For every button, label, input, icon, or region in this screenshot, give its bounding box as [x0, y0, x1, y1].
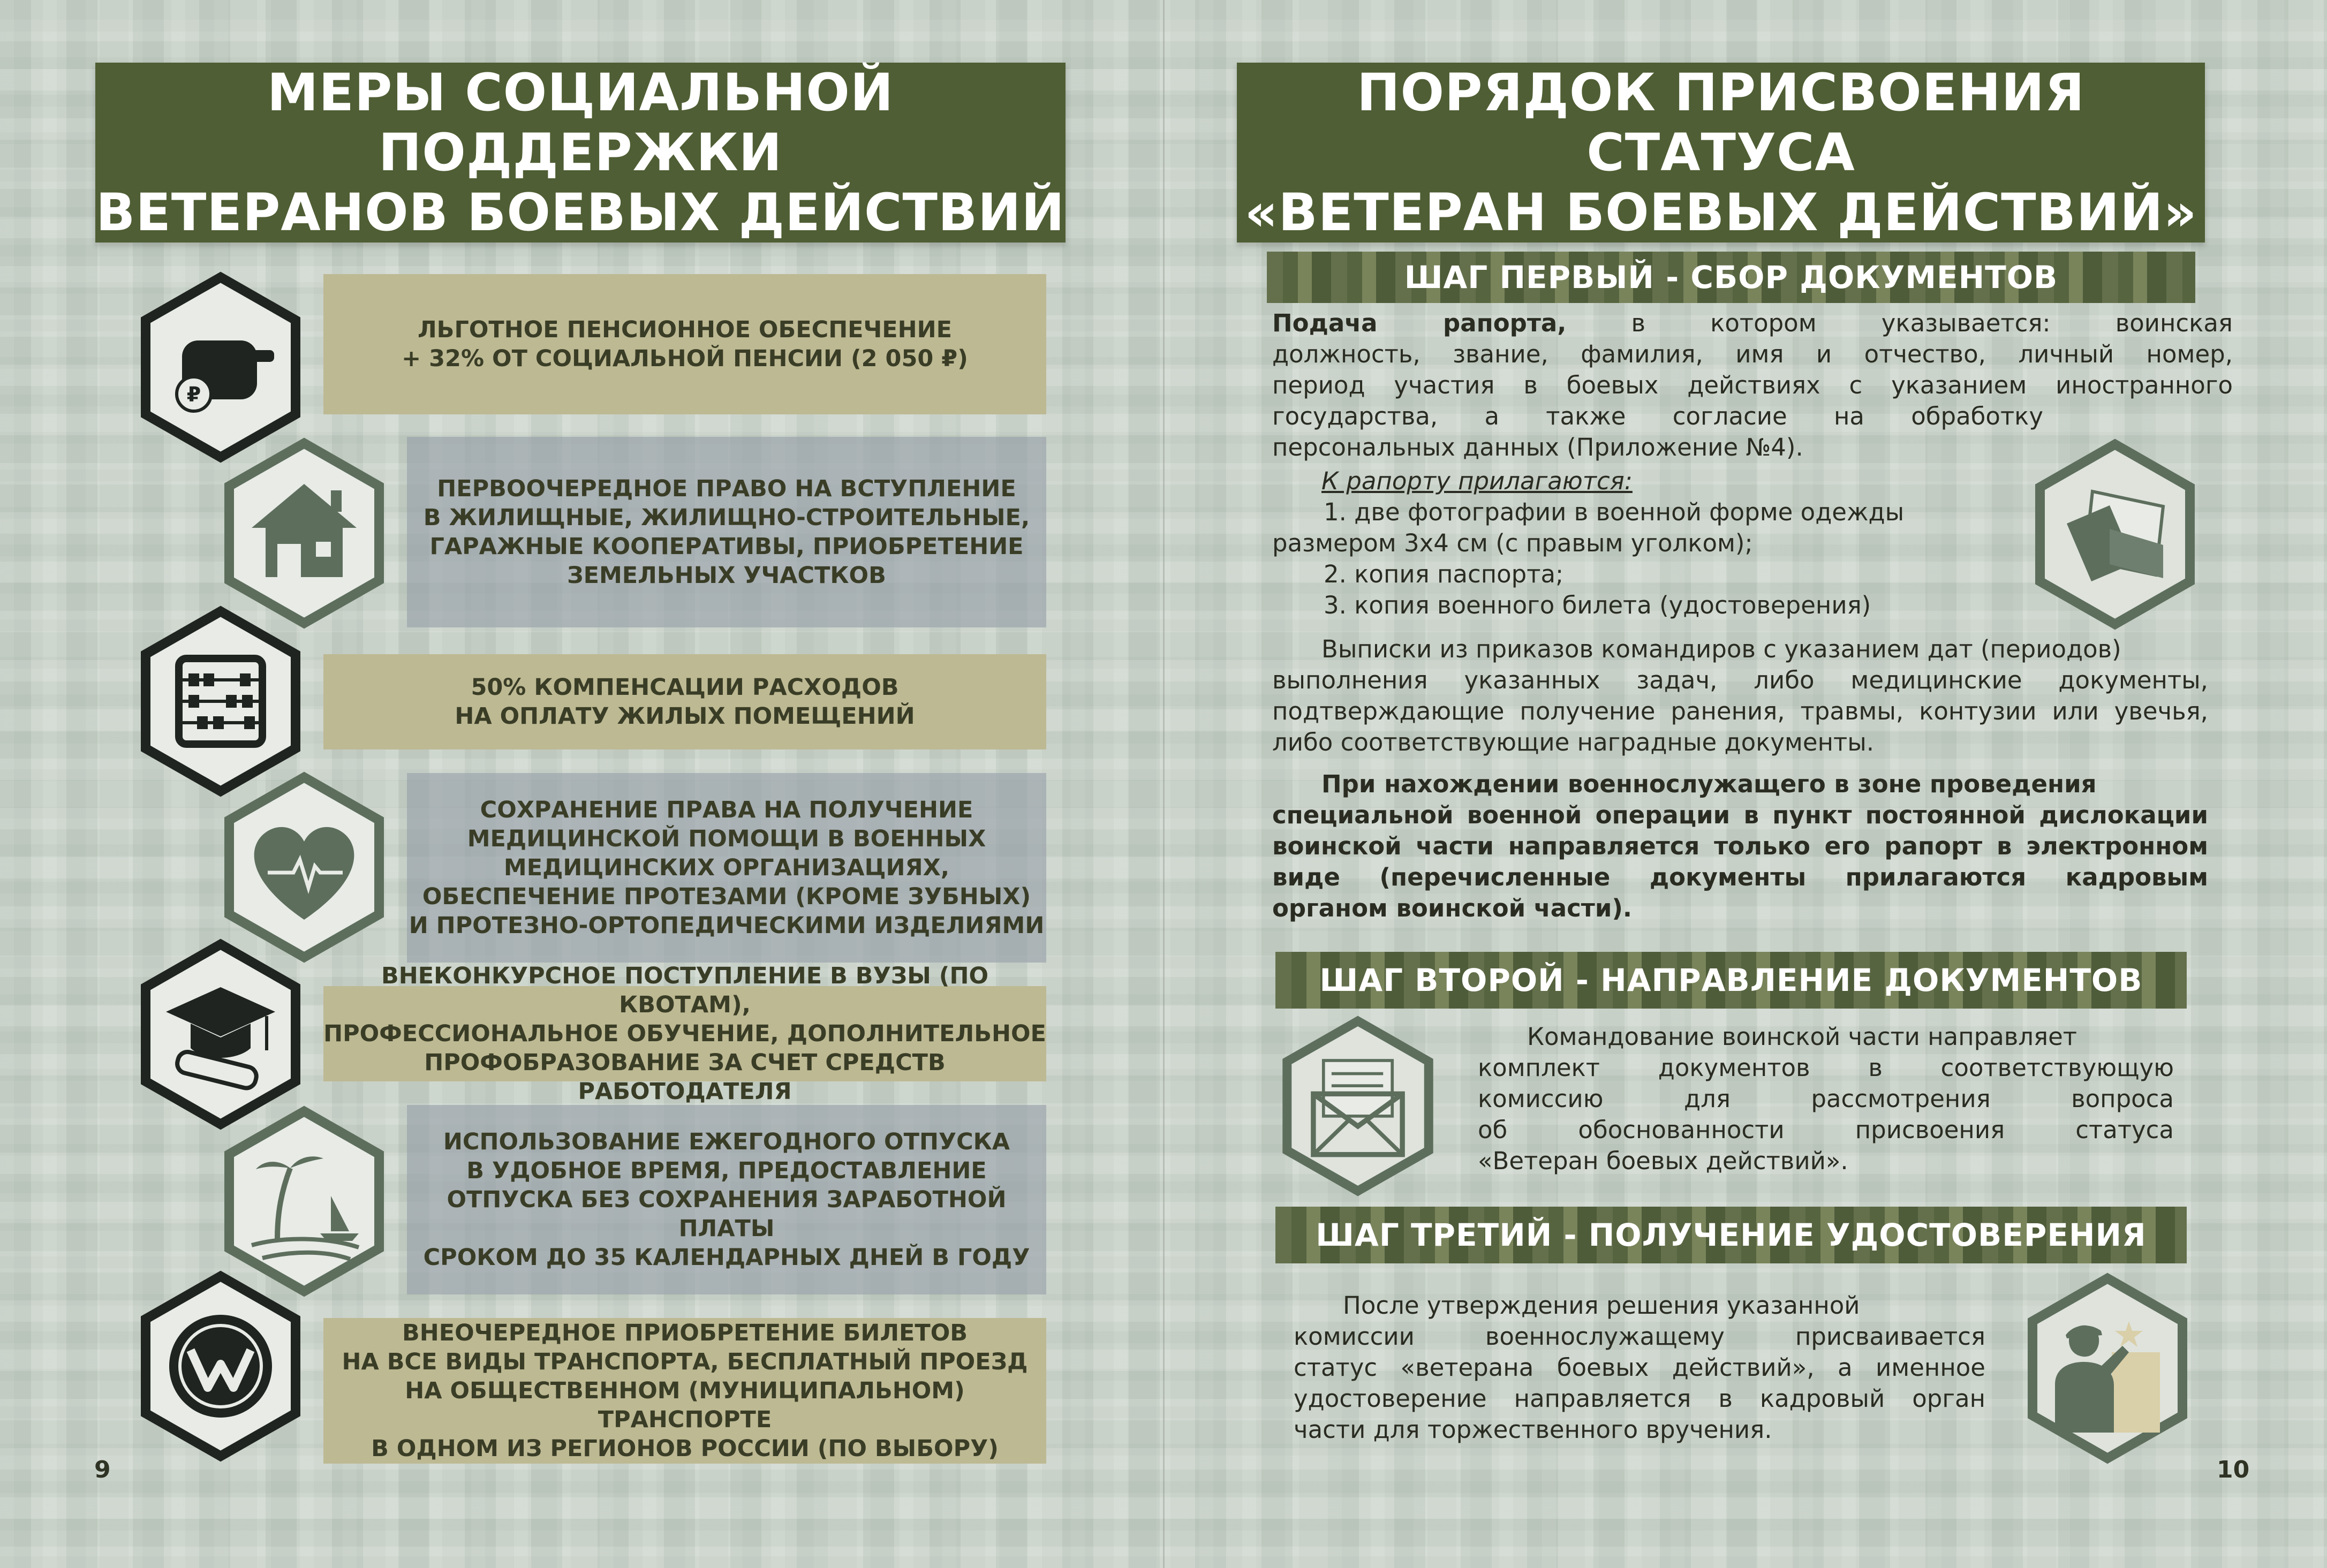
- report-line-1: [1272, 308, 2233, 339]
- step-2-line-4: об обоснованности присвоения статуса: [1478, 1116, 2174, 1144]
- measure-line: ГАРАЖНЫЕ КООПЕРАТИВЫ, ПРИОБРЕТЕНИЕ: [429, 533, 1024, 560]
- measure-line: СОХРАНЕНИЕ ПРАВА НА ПОЛУЧЕНИЕ: [480, 797, 973, 823]
- step-3-line-5: части для торжественного вручения.: [1294, 1415, 1772, 1444]
- right-page-title: [1237, 63, 2205, 243]
- step-3-line-2: комиссии военнослужащему присваивается: [1294, 1322, 1985, 1351]
- step-1-banner: ШАГ ПЕРВЫЙ - СБОР ДОКУМЕНТОВ: [1267, 252, 2195, 303]
- measure-line: СРОКОМ ДО 35 КАЛЕНДАРНЫХ ДНЕЙ В ГОДУ: [423, 1244, 1030, 1271]
- attached-item: 3. копия военного билета (удостоверения): [1324, 591, 1871, 619]
- attached-label: [1272, 466, 2033, 497]
- measure-line: ОБЕСПЕЧЕНИЕ ПРОТЕЗАМИ (КРОМЕ ЗУБНЫХ): [422, 883, 1031, 910]
- svo-line-4: виде (перечисленные документы прилагаются кадровым: [1272, 863, 2208, 891]
- attached-item: 1. две фотографии в военной форме одежды: [1324, 498, 1905, 526]
- measure-transport: [323, 1318, 1046, 1464]
- step-3-line-1: После утверждения решения указанной: [1343, 1291, 1860, 1320]
- step-1-attachments: [1272, 466, 2033, 621]
- svo-line-2: специальной военной операции в пункт постоянной дислокации: [1272, 801, 2208, 829]
- measure-vacation: [407, 1105, 1046, 1294]
- attached-item: 2. копия паспорта;: [1324, 560, 1564, 588]
- heart-pulse-icon: [218, 771, 390, 964]
- measure-line: В УДОБНОЕ ВРЕМЯ, ПРЕДОСТАВЛЕНИЕ: [466, 1157, 987, 1184]
- measure-line: МЕДИЦИНСКОЙ ПОМОЩИ В ВОЕННЫХ: [467, 825, 986, 852]
- metro-logo-icon: [135, 1270, 306, 1463]
- svo-line-1: При нахождении военнослужащего в зоне проведения: [1321, 770, 2097, 798]
- step-3-banner: ШАГ ТРЕТИЙ - ПОЛУЧЕНИЕ УДОСТОВЕРЕНИЯ: [1275, 1207, 2187, 1263]
- measure-line: В ОДНОМ ИЗ РЕГИОНОВ РОССИИ (ПО ВЫБОРУ): [371, 1435, 999, 1462]
- svg-text:₽: ₽: [186, 383, 201, 406]
- measure-line: 50% КОМПЕНСАЦИИ РАСХОДОВ: [471, 674, 899, 701]
- extracts-line-3: подтверждающие получение ранения, травмы, контузии или увечья,: [1272, 697, 2208, 725]
- left-page-title: [95, 63, 1066, 243]
- money-bag-ruble-icon: [135, 271, 306, 464]
- report-line-5: персональных данных (Приложение №4).: [1272, 433, 1803, 461]
- report-line-2: должность, звание, фамилия, имя и отчество, личный номер,: [1272, 340, 2233, 368]
- measure-line: МЕДИЦИНСКИХ ОРГАНИЗАЦИЯХ,: [503, 854, 950, 881]
- saluting-soldier-icon: [2022, 1272, 2193, 1465]
- measure-line: В ЖИЛИЩНЫЕ, ЖИЛИЩНО-СТРОИТЕЛЬНЫЕ,: [423, 504, 1030, 531]
- svo-line-3: воинской части направляется только его рапорт в электронном: [1272, 832, 2208, 860]
- extracts-line-4: либо соответствующие наградные документы.: [1272, 728, 1875, 756]
- step-1-extracts: [1272, 634, 2208, 758]
- report-text: в котором указывается: воинская: [1566, 309, 2233, 337]
- measure-line: ЛЬГОТНОЕ ПЕНСИОННОЕ ОБЕСПЕЧЕНИЕ: [417, 316, 953, 343]
- measure-pension: [323, 274, 1046, 414]
- page-number-left: 9: [94, 1456, 111, 1483]
- left-title-line-2: ВЕТЕРАНОВ БОЕВЫХ ДЕЙСТВИЙ: [96, 183, 1065, 243]
- step-2-line-2: комплект документов в соответствующую: [1478, 1054, 2174, 1082]
- measure-line: НА ОПЛАТУ ЖИЛЫХ ПОМЕЩЕНИЙ: [455, 703, 915, 730]
- step-2-banner: ШАГ ВТОРОЙ - НАПРАВЛЕНИЕ ДОКУМЕНТОВ: [1275, 952, 2187, 1009]
- measure-line: И ПРОТЕЗНО-ОРТОПЕДИЧЕСКИМИ ИЗДЕЛИЯМИ: [409, 912, 1045, 939]
- abacus-icon: [135, 605, 306, 798]
- measure-line: НА ОБЩЕСТВЕННОМ (МУНИЦИПАЛЬНОМ) ТРАНСПОРТЕ: [405, 1377, 965, 1433]
- graduation-cap-icon: [135, 938, 306, 1131]
- step-2-text: [1478, 1021, 2174, 1177]
- measure-line: ОТПУСКА БЕЗ СОХРАНЕНИЯ ЗАРАБОТНОЙ ПЛАТЫ: [447, 1186, 1007, 1242]
- measure-line: ВНЕОЧЕРЕДНОЕ ПРИОБРЕТЕНИЕ БИЛЕТОВ: [402, 1320, 968, 1346]
- measure-line: ПРОФОБРАЗОВАНИЕ ЗА СЧЕТ СРЕДСТВ РАБОТОДАТЕЛЯ: [424, 1049, 946, 1105]
- step-2-line-1: Командование воинской части направляет: [1527, 1022, 2077, 1051]
- measure-line: ПРОФЕССИОНАЛЬНОЕ ОБУЧЕНИЕ, ДОПОЛНИТЕЛЬНОЕ: [323, 1020, 1046, 1047]
- right-title-line-2: «ВЕТЕРАН БОЕВЫХ ДЕЙСТВИЙ»: [1244, 183, 2197, 243]
- step-1-svo-note: [1272, 769, 2208, 924]
- measure-line: ПЕРВООЧЕРЕДНОЕ ПРАВО НА ВСТУПЛЕНИЕ: [437, 475, 1016, 502]
- attached-item: размером 3х4 см (с правым уголком);: [1272, 529, 1753, 557]
- report-line-3: период участия в боевых действиях с указанием иностранного: [1272, 371, 2233, 399]
- envelope-letter-icon: [1272, 1015, 1444, 1197]
- documents-folder-icon: [2029, 438, 2201, 631]
- measure-line: ИСПОЛЬЗОВАНИЕ ЕЖЕГОДНОГО ОТПУСКА: [443, 1128, 1010, 1155]
- right-title-line-1: ПОРЯДОК ПРИСВОЕНИЯ СТАТУСА: [1357, 63, 2085, 183]
- measure-medical: [407, 773, 1046, 963]
- step-3-line-3: статус «ветерана боевых действий», а именное: [1294, 1353, 1985, 1382]
- report-bold: Подача рапорта,: [1272, 309, 1567, 337]
- measure-line: ЗЕМЕЛЬНЫХ УЧАСТКОВ: [567, 562, 886, 589]
- report-line-4: государства, а также согласие на обработку: [1272, 402, 2043, 430]
- measure-utilities: [323, 654, 1046, 749]
- left-title-line-1: МЕРЫ СОЦИАЛЬНОЙ ПОДДЕРЖКИ: [267, 63, 894, 183]
- step-3-text: [1294, 1290, 1985, 1445]
- page-number-right: 10: [2217, 1456, 2250, 1483]
- extracts-line-1: Выписки из приказов командиров с указанием дат (периодов): [1321, 635, 2121, 663]
- attached-label-text: К рапорту прилагаются:: [1321, 467, 1633, 495]
- measure-line: НА ВСЕ ВИДЫ ТРАНСПОРТА, БЕСПЛАТНЫЙ ПРОЕЗД: [342, 1349, 1028, 1375]
- measure-line: ВНЕКОНКУРСНОЕ ПОСТУПЛЕНИЕ В ВУЗЫ (ПО КВОТАМ),: [381, 963, 988, 1018]
- step-2-line-3: комиссию для рассмотрения вопроса: [1478, 1085, 2174, 1113]
- palm-island-icon: [218, 1105, 390, 1298]
- extracts-line-2: выполнения указанных задач, либо медицинские документы,: [1272, 666, 2208, 694]
- page-fold: [1163, 0, 1165, 1568]
- measure-education: [323, 963, 1046, 1105]
- step-2-line-5: «Ветеран боевых действий».: [1478, 1147, 1848, 1175]
- step-3-line-4: удостоверение направляется в кадровый орган: [1294, 1384, 1985, 1413]
- measure-line: + 32% ОТ СОЦИАЛЬНОЙ ПЕНСИИ (2 050 ₽): [402, 345, 968, 372]
- house-icon: [218, 437, 390, 630]
- svo-line-5: органом воинской части).: [1272, 894, 1633, 922]
- measure-housing: [407, 437, 1046, 627]
